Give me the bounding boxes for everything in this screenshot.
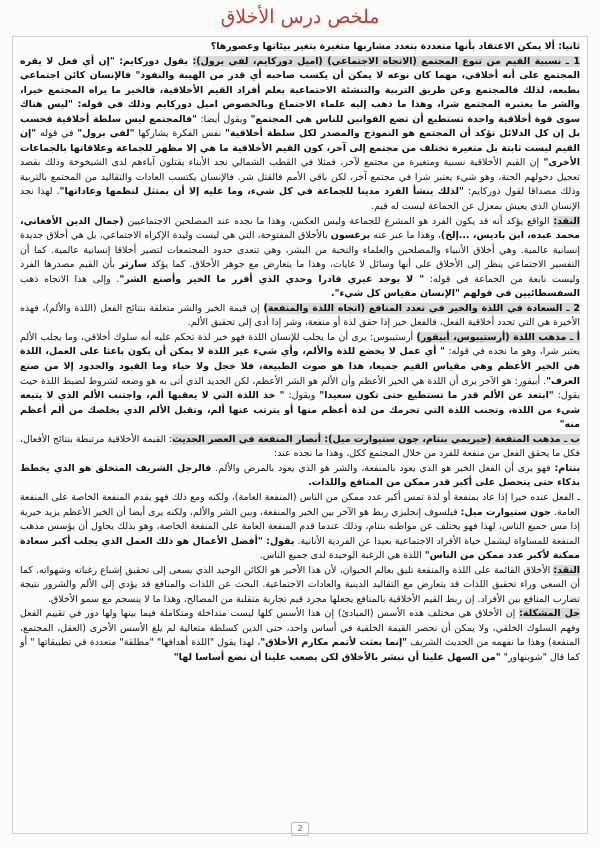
paragraph-social-relativism: 1 ـ نسبية القيم من تنوع المجتمع (الاتجاه الاجتماعي) (اميل دوركايم، لفي برول): يقول دوركايم: "إن أي فعل لا يقره المجتمع على أنه أخلاقي، مهما كان نوعه لا يمكن أن يكسب صاحبه أي قدر من الهيبة والنفوذ" فالإنسان كائن اجتماعي بطبعه، لذلك فالمجتمع وعن طريق التربية والتنشئة الاجتماعية يعلم أفراد القيم الأخلاقية، فالخير ما يراه المجتمع خيرا، والشر ما يعتبره المجتمع شرا، وهذا ما ذهب إليه علماء الاجتماع وبالخصوص اميل دوركايم وذلك في قوله: "ليس هناك سوى قوة أخلاقية واحدة تستطيع أن تضع القوانين للناس هي المجتمع" ويقول أيضا: "فالمجتمع ليس سلطة أخلاقية فحسب بل إن كل الدلائل تؤكد أن المجتمع هو النموذج والمصدر لكل سلطة أخلاقية" نفس الفكرة يشاركها "لفي برول" في قوله "إن القيم ليست ثابتة بل متغيرة تختلف من مجتمع إلى آخر، كون القيم الأخلاقية ما هي إلا مظهر للجماعة وعلاقاتها بالجماعات الأخرى" إن القيم الأخلاقية نسبية ومتغيرة من مجتمع لآخر، فمثلا في القطب الشمالي نجد الأبناء يقتلون آباءهم لدى الشيخوخة وذلك بقصد تعجيل دخولهم الجنة، وهو شيء يعتبر شرا في مجتمع آخر، لكن باقي الأمم فالقتل شر. فالإنسان يكتسب العادات والتقاليد من المجتمع بالتربية وذلك مصداقا لقول دوركايم: "لذلك ينشأ الفرد مدينا للجماعة في كل شيء، وما عليه إلا أن يمتثل لنظمها وعاداتها". لهذا نجد الإنسان الذي يعيش بمعزل عن الجماعة ليست له قيم.	[20, 55, 581, 213]
paragraph-conclusion: حل المشكلة: إن الأخلاق هي مختلف هذه الأسس (المبادئ) إن هذا الأسس كلها ليست متداخلة ومتكاملة فيما بينها ولها دور في تقييم الفعل وفهم السلوك الخلقي، ولا يمكن أن نحصر القيمة الخلقية في أساس واحد، حتى الدين كسلطة متعالية لم يلغ الأسس الأخرى (العقل، المجتمع، المنفعة) وهذا ما نفهمه من الحديث الشريف "إنما بعثت لأتمم مكارم الأخلاق"، لهذا يقول "اللذة أهدافها" "مطلقة" متعددة في تطبيقاتها " أو كما قال "شوبنهاور" "من السهل علينا أن نبشر بالأخلاق لكن يصعب علينا أن نضع أساسا لها"	[20, 608, 580, 663]
subsection-heading: 2 ـ السعادة في اللذة والخير في تعدد المنافع (اتجاه اللذة والمنفعة)	[263, 302, 580, 314]
paragraph-pleasure-utility: 2 ـ السعادة في اللذة والخير في تعدد المنافع (اتجاه اللذة والمنفعة) إن قيمة الخير والشر متعلقة بنتائج الفعل (اللذة والألم)، فهذه الأخيرة هي التي تحدد أخلاقية الفعل، فالفعل خير إذا حقق لذة أو منفعة، وشر إذا أدى إلى تحقيق الألم.	[20, 302, 580, 329]
subsection-heading: 1 ـ نسبية القيم من تنوع المجتمع (الاتجاه الاجتماعي) (اميل دوركايم، لفي برول):	[192, 55, 580, 67]
paragraph-critique-1: النقد: الواقع يؤكد أنه قد يكون الفرد هو المشرع للجماعة وليس العكس، وهذا ما نجده عند المصلحين الاجتماعيين (جمال الدين الأفغاني، محمد عبده، ابن باديس، ...إلخ)، وهذا ما عبر عنه برغسون بالأخلاق المفتوحة، التي هي ليست وليدة الإكراه الاجتماعي، بل هي أخلاق جديدة إنسانية عالمية. وهي أخلاق الأنبياء والمصلحين والعلماء والنخبة من البشر، وهي تتعدى حدود المجتمعات لتصير أخلاقا إنسانية عالمية. كما أن التفسير الاجتماعي ينظر إلى الأخلاق على أنها وسائل لا غايات، وهذا ما يتعارض مع جوهر الأخلاق. كما يؤكد سارتر بأن القيم مصدرها الفرد وليست نابعة من الجماعة في قوله: " لا يوجد غيري قادرا وحدي الذي أقرر ما الخير وأصنع الشر". وإلى هذا الاتجاه ذهب السفسطائيين في قولهم "الإنسان مقياس كل شيء".	[20, 215, 580, 300]
conclusion-label: حل المشكلة:	[519, 608, 580, 620]
section-heading: ثانيا: ألا يمكن الاعتقاد بأنها متعددة بتعدد مشاربها متغيرة بتغير بيئاتها وعصورها؟	[210, 41, 580, 52]
philosopher-name: بنتام:	[554, 462, 580, 474]
paragraph-mill: ـ الفعل عنده خيرا إذا عاد بمنفعة أو لذة تمس أكبر عدد ممكن من الناس (المنفعة العامة)، ولكنه ومع ذلك فهو يقدم المنفعة الخاصة على المنفعة العامة. جون ستيوارت ميل: فيلسوف إنجليزي ربط هو الآخر بين الخير والمنفعة، وبين الشر والألم، ولكنه يرى أيضا أن الخير الأعظم يزيد خيرية إذا مس جميع الناس، لهذا فهو يختلف عن مواطنه بنتام، وذلك عندما قدم المنفعة العامة على المنفعة الخاصة، وهو بذلك يحاول أن يؤسس مذهب المنفعة للمساواة ليشمل حياة الأفراد الاجتماعية بعيدا عن الفردية الأنانية. يقول: "أفضل الأعمال هو ذلك العمل الذي يجلب أكبر سعادة ممكنة لأكبر عدد ممكن من الناس" اللذة هي الرغبة الوحيدة لدى جميع الناس.	[20, 491, 580, 562]
paragraph-bentham: بنتام: فهو يرى أن الفعل الخير هو الذي يعود بالمنفعة، والشر هو الذي يعود بالمرض والألم. فالرجل الشريف المتخلق هو الذي يخطط بذكاء حتى يتحصل على أكبر قدر ممكن من المنافع واللذات.	[20, 462, 580, 489]
philosopher-name: جون ستيوارت ميل:	[460, 506, 551, 518]
document-body	[20, 40, 580, 666]
critique-label: النقد:	[553, 564, 580, 576]
page-title: ملخص درس الأخلاق	[220, 6, 380, 28]
subsection-heading: أ ـ مذهب اللذة (أرستيبوس، أبيقور)	[416, 331, 581, 343]
critique-label: النقد:	[553, 215, 580, 227]
paragraph-hedonism: أ ـ مذهب اللذة (أرستيبوس، أبيقور) أرستيبوس: يرى أن ما يجلب للإنسان اللذة فهو خير لذة تحكم عليه أنه سلوك أخلاقي، وما يجلب الألم يعتبر شرا، وهو ما نجده في قوله: " أي عمل لا يخضع للذة والألم، وأي شيء غير اللذة لا يمكن أن يكون باعثا على العمل، اللذة هي الخير الأعظم وهي مقياس القيم جميعا، هذا هو صوت الطبيعة، فلا خجل ولا حياء وما القيود والحدود إلا من صنع العرف". أبيقور: هو الآخر يرى أن اللذة هي الخير الأعظم وأن الألم هو الشر الأعظم، لكن الجديد الذي أتى به هو وضعه لشروط لضبط اللذة حيث يقول: "ابتعد عن الألم قدر ما تستطيع حتى تكون سعيدا" ويقول: " خذ اللذة التي لا يعقبها ألم، واجتنب الألم الذي لا يتبعه شيء من اللذة، وتجنب اللذة التي تحرمك من لذة أعظم منها أو يترتب عنها ألم، وتقبل الألم الذي يخلصك من ألم أعظم منه"	[20, 331, 581, 431]
subsection-heading: ب ـ مذهب المنفعة (جيريمي بنتام، جون ستيوارت ميل): أنصار المنفعة في العصر الحديث	[172, 433, 580, 445]
paragraph-utilitarianism: ب ـ مذهب المنفعة (جيريمي بنتام، جون ستيوارت ميل): أنصار المنفعة في العصر الحديث: القيمة الأخلاقية مرتبطة بنتائج الأفعال، فكل ما يحقق الفعل من منفعة للفرد من خلال المجتمع ككل، وهذا ما نجده عند:	[20, 433, 580, 460]
section-question	[20, 40, 580, 55]
page-number: 2	[291, 822, 309, 836]
paragraph-critique-2: النقد: الأخلاق القائمة على اللذة والمنفعة تليق بعالم الحيوان، لأن هذا الأخير هو الكائن الوحيد الذي يسعى إلى تحقيق إشباع رغباته وشهواته. كما أن السعي وراء تحقيق اللذات قد يتعارض مع التقاليد الدينية والعادات الاجتماعية. البحث عن اللذات والمنافع قد يؤدي إلى الألم والشرور نتيجة تضارب المنافع بين الأفراد. إن ربط القيم الأخلاقية بالمنافع يجعلها مجرد قيم تجارية متقلبة من المصالح، وهذا ما لا ينسجم مع سمو الأخلاق.	[20, 564, 580, 605]
